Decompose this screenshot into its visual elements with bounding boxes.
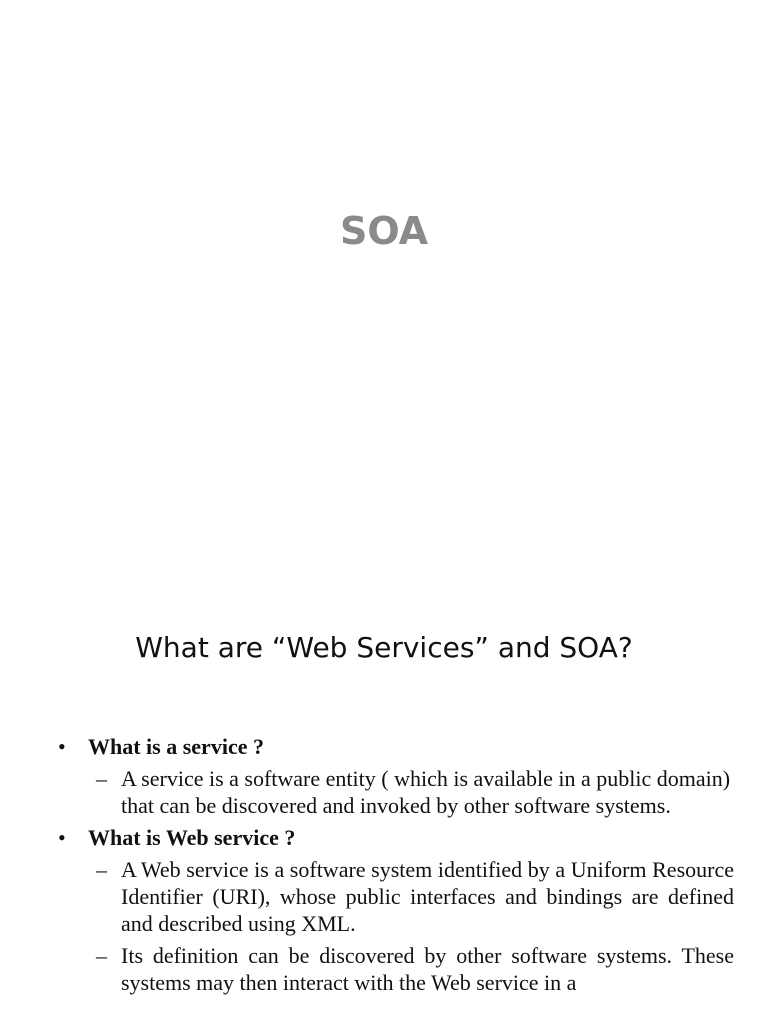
- sub-bullet-item: [58, 856, 734, 937]
- bullet-icon: •: [58, 825, 66, 850]
- sub-bullet-item: [58, 765, 734, 819]
- sub-bullet-text: Its definition can be discovered by other software systems. These systems may then interact with the Web service in a: [121, 943, 734, 995]
- bullet-item-web-service: [58, 824, 734, 852]
- bullet-heading: What is Web service ?: [88, 825, 296, 850]
- sub-bullet-text: A service is a software entity ( which is available in a public domain) that can be discovered and invoked by other software systems.: [121, 766, 731, 818]
- sub-bullet-text: A Web service is a software system identified by a Uniform Resource Identifier (URI), whose public interfaces and bindings are defined and described using XML.: [121, 857, 734, 936]
- slide-heading: What are “Web Services” and SOA?: [135, 631, 633, 664]
- sub-bullet-item: [58, 942, 734, 996]
- bullet-list: [58, 733, 734, 1001]
- dash-icon: –: [96, 857, 107, 882]
- slide-title: SOA: [339, 209, 429, 253]
- dash-icon: –: [96, 766, 107, 791]
- bullet-icon: •: [58, 734, 66, 759]
- dash-icon: –: [96, 943, 107, 968]
- bullet-heading: What is a service ?: [88, 734, 264, 759]
- bullet-item-service: [58, 733, 734, 761]
